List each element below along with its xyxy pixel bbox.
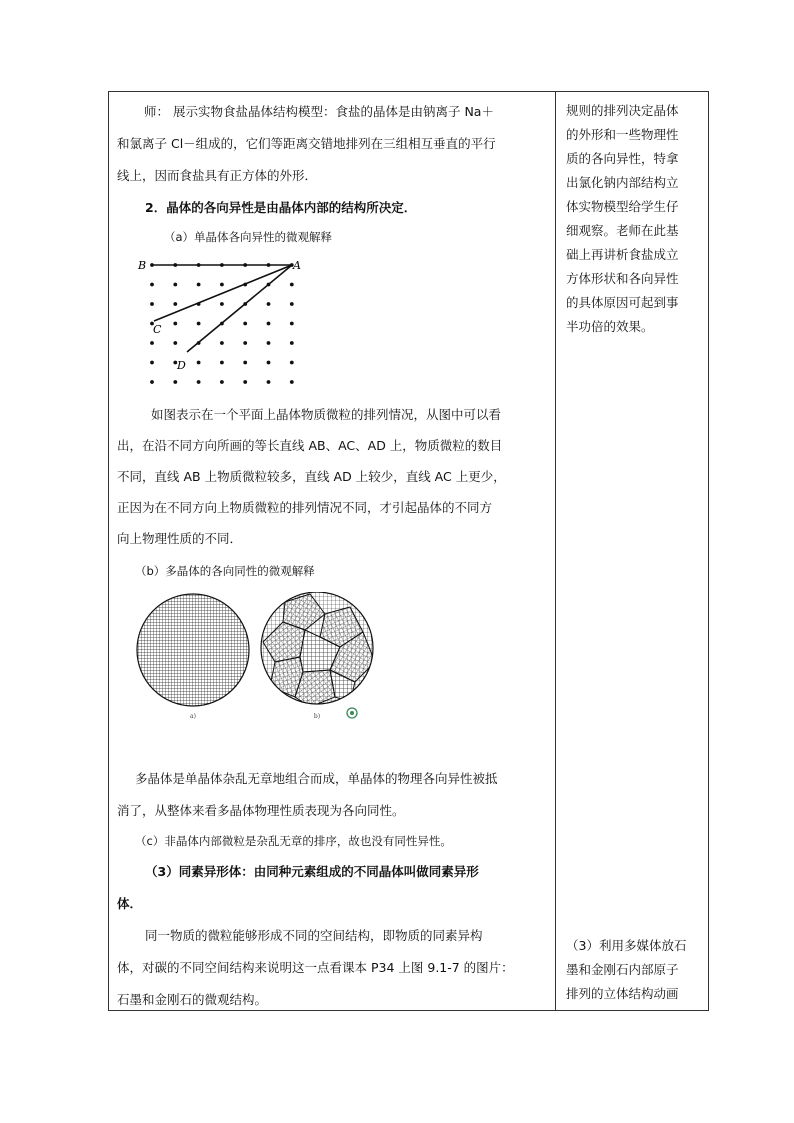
lattice-dot (243, 380, 247, 384)
lattice-dot (243, 322, 247, 326)
lattice-dot (173, 380, 177, 384)
note-line-10: 半功倍的效果。 (566, 319, 654, 334)
lattice-dot (173, 302, 177, 306)
lattice-dot (173, 341, 177, 345)
paragraph-4-line-1: 同一物质的微粒能够形成不同的空间结构，即物质的同素异构 (145, 928, 483, 943)
caption-b: b) (313, 713, 321, 720)
note-line-8: 方体形状和各向异性 (566, 271, 679, 286)
media-note-line-1: （3）利用多媒体放石 (566, 938, 687, 953)
line-ad (187, 265, 292, 352)
lattice-dot (290, 341, 294, 345)
lattice-dot (197, 361, 201, 365)
label-a: A (293, 259, 301, 272)
paragraph-2-line-3: 不同，直线 AB 上物质微粒较多，直线 AD 上较少，直线 AC 上更少， (117, 469, 506, 484)
lattice-dot (150, 341, 154, 345)
media-note-line-3: 排列的立体结构动画 (566, 986, 679, 1001)
paragraph-2-line-5: 向上物理性质的不同． (117, 531, 243, 546)
note-line-9: 的具体原因可起到事 (566, 295, 679, 310)
label-c: C (153, 323, 162, 336)
paragraph-1-line-3: 线上，因而食盐具有正方体的外形． (117, 168, 318, 183)
lattice-dot (243, 361, 247, 365)
label-b: B (138, 259, 147, 272)
paragraph-1-line-1: 师： 展示实物食盐晶体结构模型：食盐的晶体是由钠离子 Na＋ (144, 104, 494, 119)
note-line-1: 规则的排列决定晶体 (566, 103, 679, 118)
lattice-dot (290, 361, 294, 365)
paragraph-3-line-1: 多晶体是单晶体杂乱无章地组合而成，单晶体的物理各向异性被抵 (135, 771, 498, 786)
paragraph-3-line-2: 消了，从整体来看多晶体物理性质表现为各向同性。 (117, 803, 405, 818)
lattice-dot (197, 283, 201, 287)
lattice-dot (290, 283, 294, 287)
heading-3-line-2: 体． (117, 896, 143, 911)
subheading-b: （b）多晶体的各向同性的微观解释 (135, 564, 315, 578)
label-d: D (177, 359, 186, 372)
lattice-dot (267, 380, 271, 384)
lattice-dot (150, 380, 154, 384)
paragraph-4-line-3: 石墨和金刚石的微观结构。 (117, 992, 268, 1007)
lattice-dot (173, 283, 177, 287)
lattice-dot (267, 361, 271, 365)
subheading-a: （a）单晶体各向异性的微观解释 (164, 230, 333, 244)
lattice-dot (267, 322, 271, 326)
lattice-dot (290, 380, 294, 384)
lattice-dot (220, 341, 224, 345)
lattice-dot (220, 302, 224, 306)
column-divider (555, 92, 556, 1010)
single-crystal-circle (137, 594, 249, 706)
lattice-dot (220, 361, 224, 365)
line-ac (154, 265, 292, 321)
lattice-dot (197, 380, 201, 384)
lattice-dot (150, 302, 154, 306)
polycrystal-figure (135, 592, 375, 727)
note-line-6: 细观察。老师在此基 (566, 223, 679, 238)
note-line-5: 体实物模型给学生仔 (566, 199, 679, 214)
paragraph-2-line-2: 出，在沿不同方向所画的等长直线 AB、AC、AD 上，物质微粒的数目 (117, 438, 503, 453)
paragraph-4-line-2: 体，对碳的不同空间结构来说明这一点看课本 P34 上图 9.1-7 的图片： (117, 960, 514, 975)
paragraph-2-line-4: 正因为在不同方向上物质微粒的排列情况不同，才引起晶体的不同方 (117, 500, 493, 515)
lattice-dot (173, 322, 177, 326)
lattice-dot (150, 283, 154, 287)
lattice-dot (267, 302, 271, 306)
lattice-dot (220, 380, 224, 384)
lattice-dot (290, 302, 294, 306)
heading-3-line-1: （3）同素异形体：由同种元素组成的不同晶体叫做同素异形 (145, 864, 479, 879)
media-note-line-2: 墨和金刚石内部原子 (566, 962, 679, 977)
lattice-dot (267, 341, 271, 345)
crystal-lattice-figure (130, 252, 305, 397)
lattice-dot (243, 341, 247, 345)
note-line-2: 的外形和一些物理性 (566, 127, 679, 142)
lattice-dot (150, 361, 154, 365)
lattice-dot (220, 283, 224, 287)
note-line-3: 质的各向异性，特拿 (566, 151, 679, 166)
note-line-4: 出氯化钠内部结构立 (566, 175, 679, 190)
caption-a: a) (190, 713, 196, 720)
note-line-7: 础上再讲析食盐成立 (566, 247, 679, 262)
paragraph-2-line-1: 如图表示在一个平面上晶体物质微粒的排列情况，从图中可以看 (151, 407, 502, 422)
subheading-c: （c）非晶体内部微粒是杂乱无章的排序，故也没有同性异性。 (135, 834, 452, 848)
lattice-dot (290, 322, 294, 326)
paragraph-1-line-2: 和氯离子 Cl－组成的，它们等距离交错地排列在三组相互垂直的平行 (117, 136, 496, 151)
heading-2: 2．晶体的各向异性是由晶体内部的结构所决定． (145, 200, 417, 215)
lattice-dot (197, 322, 201, 326)
